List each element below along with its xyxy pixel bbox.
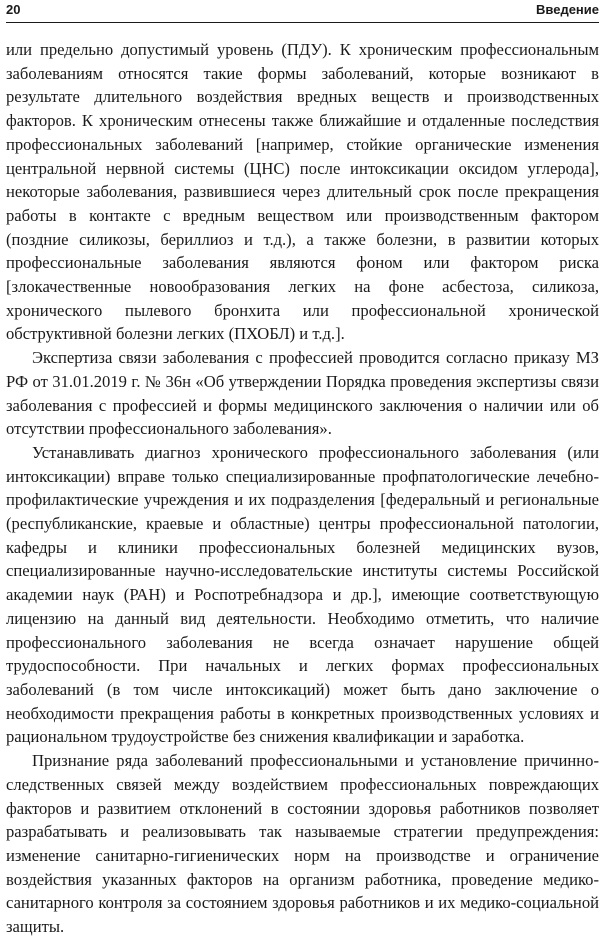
paragraph: Устанавливать диагноз хронического профессионального заболевания (или интоксикации) вправе только специализированные профпатологические лечебно-профилактические учреждения и их подразделения [федеральный и региональные (республиканские, краевые и областные) центры профессиональной патологии, кафедры и клиники профессиональных болезней медицинских вузов, специализированные научно-исследовательские институты системы Российской академии наук (РАН) и Роспотребнадзора и др.], имеющие соответствующую лицензию на данный вид деятельности. Необходимо отметить, что наличие профессионального заболевания не всегда означает нарушение общей трудоспособности. При начальных и легких формах профессиональных заболеваний (в том числе интоксикаций) может быть дано заключение о необходимости прекращения работы в конкретных производственных условиях и рациональном трудоустройстве без снижения квалификации и заработка.	[6, 442, 599, 747]
section-title: Введение	[536, 2, 599, 17]
page-number: 20	[6, 2, 21, 17]
paragraph: Экспертиза связи заболевания с профессией проводится согласно приказу МЗ РФ от 31.01.2019 г. № 36н «Об утверждении Порядка проведения экспертизы связи заболевания с профессией и формы медицинского заключения о наличии или об отсутствии профессионального заболевания».	[6, 348, 599, 439]
running-header	[6, 0, 599, 23]
body-text	[6, 38, 599, 939]
paragraph: или предельно допустимый уровень (ПДУ). К хроническим профессиональным заболеваниям относятся такие формы заболеваний, которые возникают в результате длительного воздействия вредных веществ и производственных факторов. К хроническим отнесены также ближайшие и отдаленные последствия профессиональных заболеваний [например, стойкие органические изменения центральной нервной системы (ЦНС) после интоксикации оксидом углерода], некоторые заболевания, развившиеся через длительный срок после прекращения работы в контакте с вредным веществом или производственным фактором (поздние силикозы, бериллиоз и т.д.), а также болезни, в развитии которых профессиональные заболевания являются фоном или фактором риска [злокачественные новообразования легких на фоне асбестоза, силикоза, хронического пылевого бронхита или профессиональной хронической обструктивной болезни легких (ПХОБЛ) и т.д.].	[6, 40, 599, 344]
paragraph: Признание ряда заболеваний профессиональными и установление причинно-следственных связей между воздействием профессиональных повреждающих факторов и развитием отклонений в состоянии здоровья работников позволяет разрабатывать и реализовывать так называемые стратегии предупреждения: изменение санитарно-гигиенических норм на производстве и ограничение воздействия указанных факторов на организм работника, проведение медико-санитарного контроля за состоянием здоровья работников и их медико-социальной защиты.	[6, 751, 599, 937]
